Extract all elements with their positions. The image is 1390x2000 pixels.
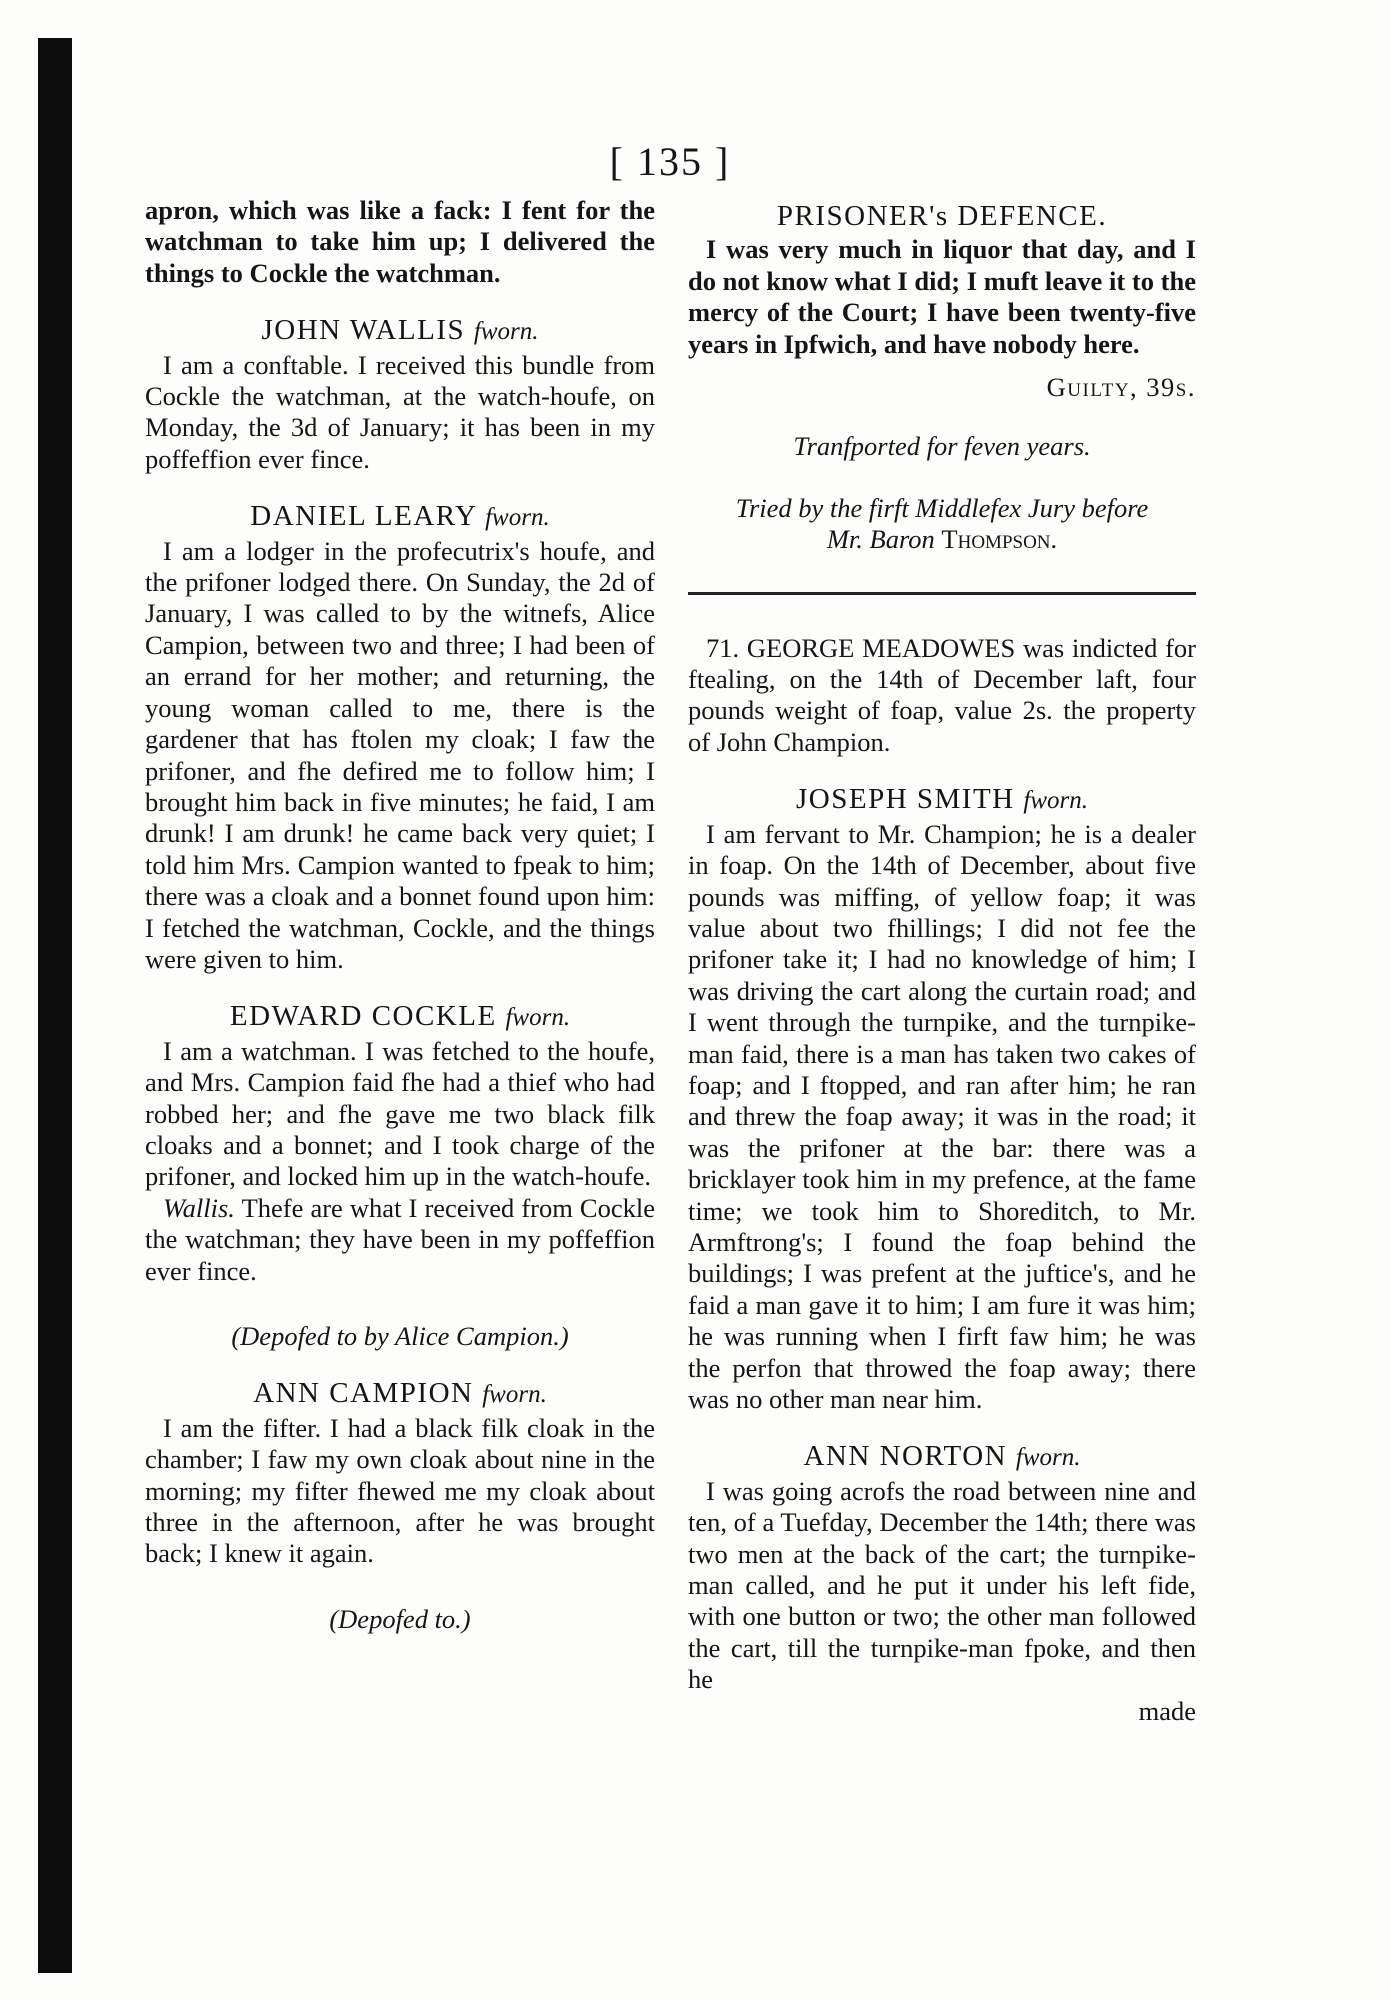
sworn-label: fworn.: [505, 1004, 571, 1032]
testimony-leary: I am a lodger in the profecutrix's houfe, and the prifoner lodged there. On Sunday, the 2d of January, I was called to by the witnefs, Alice Campion, between two and three; I had been of an errand for her mother; and returning, the young woman called to me, there is the gardener that has ftolen my cloak; I faw the prifoner, and fhe defired me to follow him; I brought him back in five minutes; he faid, I am drunk! I am drunk! he came back very quiet; I told him Mrs. Campion wanted to fpeak to him; there was a cloak and a bonnet found upon him: I fetched the watchman, Cockle, and the things were given to him.: [145, 535, 655, 974]
testimony-cockle: I am a watchman. I was fetched to the houfe, and Mrs. Campion faid fhe had a thief who had robbed her; and fhe gave me two black filk cloaks and a bonnet; and I took charge of the prifoner, and locked him up in the watch-houfe.: [145, 1035, 655, 1192]
section-divider: [688, 592, 1196, 595]
testimony-smith: I am fervant to Mr. Champion; he is a dealer in foap. On the 14th of December, about five pounds was miffing, of yellow foap; it was value about two fhillings; I did not fee the prifoner take it; I had no knowledge of him; I was driving the cart along the curtain road; and I went through the turnpike, and the turnpike-man faid, there is a man has taken two cakes of foap; and I ftopped, and ran after him; he ran and threw the foap away; it was in the road; it was the prifoner at the bar: there was a bricklayer took him in my prefence, at the fame time; we took him to Shoreditch, to Mr. Armftrong's; I found the foap behind the buildings; I was prefent at the juftice's, and he faid a man gave it to him; I am fure it was him; he was running when I firft faw him; he was the perfon that throwed the foap away; there was no other man near him.: [688, 818, 1196, 1414]
defence-heading: PRISONER's DEFENCE.: [776, 200, 1108, 232]
defence-text: I was very much in liquor that day, and I do not know what I did; I muft leave it to the mercy of the Court; I have been twenty-five years in Ipfwich, and have nobody here.: [688, 234, 1196, 359]
witness-name: DANIEL LEARY: [250, 500, 477, 533]
sentence: Tranfported for feven years.: [793, 431, 1091, 462]
judge-title: Mr. Baron: [826, 524, 935, 555]
sworn-label: fworn.: [473, 318, 539, 346]
witness-name: JOHN WALLIS: [261, 314, 466, 347]
tried-before: Tried by the firft Middlefex Jury before: [735, 492, 1149, 523]
sworn-label: fworn.: [485, 504, 550, 532]
sworn-label: fworn.: [482, 1381, 547, 1409]
witness-name: EDWARD COCKLE: [229, 1000, 497, 1033]
witness-heading-norton: [688, 1441, 1196, 1473]
speaker-name: Wallis.: [163, 1192, 235, 1223]
case-indictment: 71. GEORGE MEADOWES was indicted for ftealing, on the 14th of December laft, four pounds weight of foap, value 2s. the property of John Champion.: [688, 632, 1196, 757]
witness-heading-leary: [145, 501, 655, 533]
deposed-note: (Depofed to.): [329, 1603, 471, 1634]
witness-heading-cockle: [145, 1001, 655, 1033]
witness-heading-wallis: [145, 315, 655, 347]
testimony-text: Thefe are what I received from Cockle the watchman; they have been in my poffeffion ever fince.: [145, 1192, 655, 1286]
witness-heading-ann-campion: [145, 1378, 655, 1410]
sworn-label: fworn.: [1023, 787, 1088, 815]
testimony-norton: I was going acrofs the road between nine and ten, of a Tuefday, December the 14th; there was two men at the back of the cart; the turnpike-man called, and he put it under his left fide, with one button or two; the other man followed the cart, till the turnpike-man fpoke, and then he: [688, 1475, 1196, 1695]
page-number: [ 135 ]: [609, 139, 731, 184]
judge-name: Thompson.: [941, 524, 1058, 555]
catchword: made: [1138, 1695, 1196, 1726]
verdict: Guilty, 39s.: [1046, 372, 1196, 403]
intro-paragraph: apron, which was like a fack: I fent for the watchman to take him up; I delivered the things to Cockle the watchman.: [145, 195, 655, 288]
page-binding-shadow: [38, 38, 72, 1973]
testimony-wallis-again: [145, 1193, 655, 1287]
testimony-wallis: I am a conftable. I received this bundle from Cockle the watchman, at the watch-houfe, on Monday, the 3d of January; it has been in my poffeffion ever fince.: [145, 349, 655, 474]
witness-name: ANN NORTON: [803, 1440, 1008, 1473]
witness-name: ANN CAMPION: [253, 1377, 474, 1410]
judge-line: [688, 524, 1196, 555]
left-column: [145, 195, 655, 1655]
sworn-label: fworn.: [1015, 1444, 1081, 1472]
witness-name: JOSEPH SMITH: [796, 783, 1015, 816]
deposed-note-alice: (Depofed to by Alice Campion.): [231, 1321, 569, 1351]
testimony-ann-campion: I am the fifter. I had a black filk cloak in the chamber; I faw my own cloak about nine in the morning; my fifter fhewed me my cloak about three in the afternoon, after he was brought back; I knew it again.: [145, 1412, 655, 1569]
witness-heading-smith: [688, 784, 1196, 816]
right-column: [688, 195, 1196, 1727]
